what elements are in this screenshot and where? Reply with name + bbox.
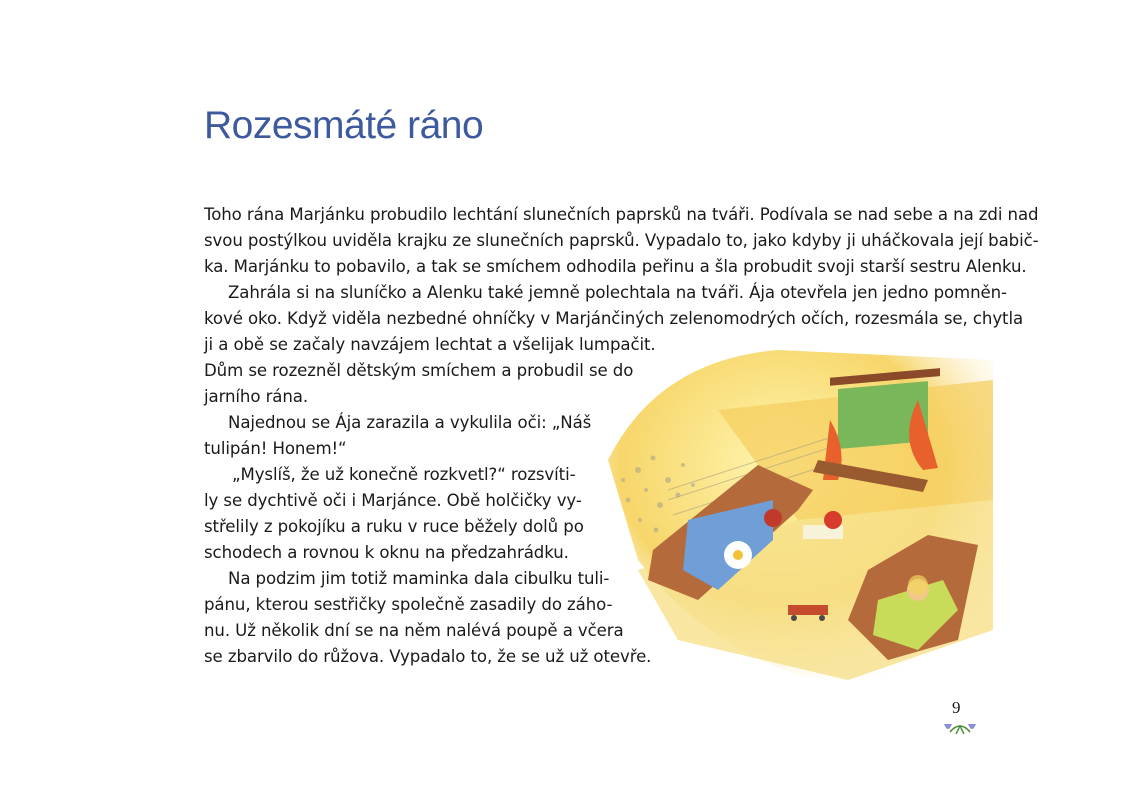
text-line: nu. Už několik dní se na něm nalévá poupě a včera [204, 621, 624, 640]
page-number: 9 [952, 698, 961, 717]
text-line: svou postýlkou uviděla krajku ze slunečních paprsků. Vypadalo to, jako kdyby ji uháčkovala její babič- [204, 231, 1039, 250]
text-line: tulipán! Honem!“ [204, 439, 347, 458]
text-line: kové oko. Když viděla nezbedné ohníčky v Marjánčiných zelenomodrých očích, rozesmála se, chytla [204, 309, 1024, 328]
text-line: „Myslíš, že už konečně rozkvetl?“ rozsvíti- [232, 465, 576, 484]
text-line: ly se dychtivě oči i Marjánce. Obě holčičky vy- [204, 491, 582, 510]
text-line: Na podzim jim totiž maminka dala cibulku tuli- [228, 569, 610, 588]
text-line: jarního rána. [204, 387, 309, 406]
text-line: Zahrála si na sluníčko a Alenku také jemně polechtala na tváři. Ája otevřela jen jedno pomněn- [228, 283, 1007, 302]
text-line: schodech a rovnou k oknu na předzahrádku. [204, 543, 569, 562]
text-line: ji a obě se začaly navzájem lechtat a všelijak lumpačit. [204, 335, 656, 354]
text-line: Najednou se Ája zarazila a vykulila oči: „Náš [228, 413, 592, 432]
text-line: ka. Marjánku to pobavilo, a tak se smíchem odhodila peřinu a šla probudit svoji starší sestru Alenku. [204, 257, 1027, 276]
text-line: střelily z pokojíku a ruku v ruce běžely dolů po [204, 517, 584, 536]
text-line: Toho rána Marjánku probudilo lechtání slunečních paprsků na tváři. Podívala se nad sebe a na zdi nad [204, 205, 1039, 224]
bedroom-illustration [598, 340, 998, 695]
floral-ornament-icon [940, 718, 980, 736]
text-line: pánu, kterou sestřičky společně zasadily do záho- [204, 595, 613, 614]
page-title: Rozesmáté ráno [204, 104, 484, 147]
text-line: se zbarvilo do růžova. Vypadalo to, že se už už otevře. [204, 647, 652, 666]
text-line: Dům se rozezněl dětským smíchem a probudil se do [204, 361, 634, 380]
